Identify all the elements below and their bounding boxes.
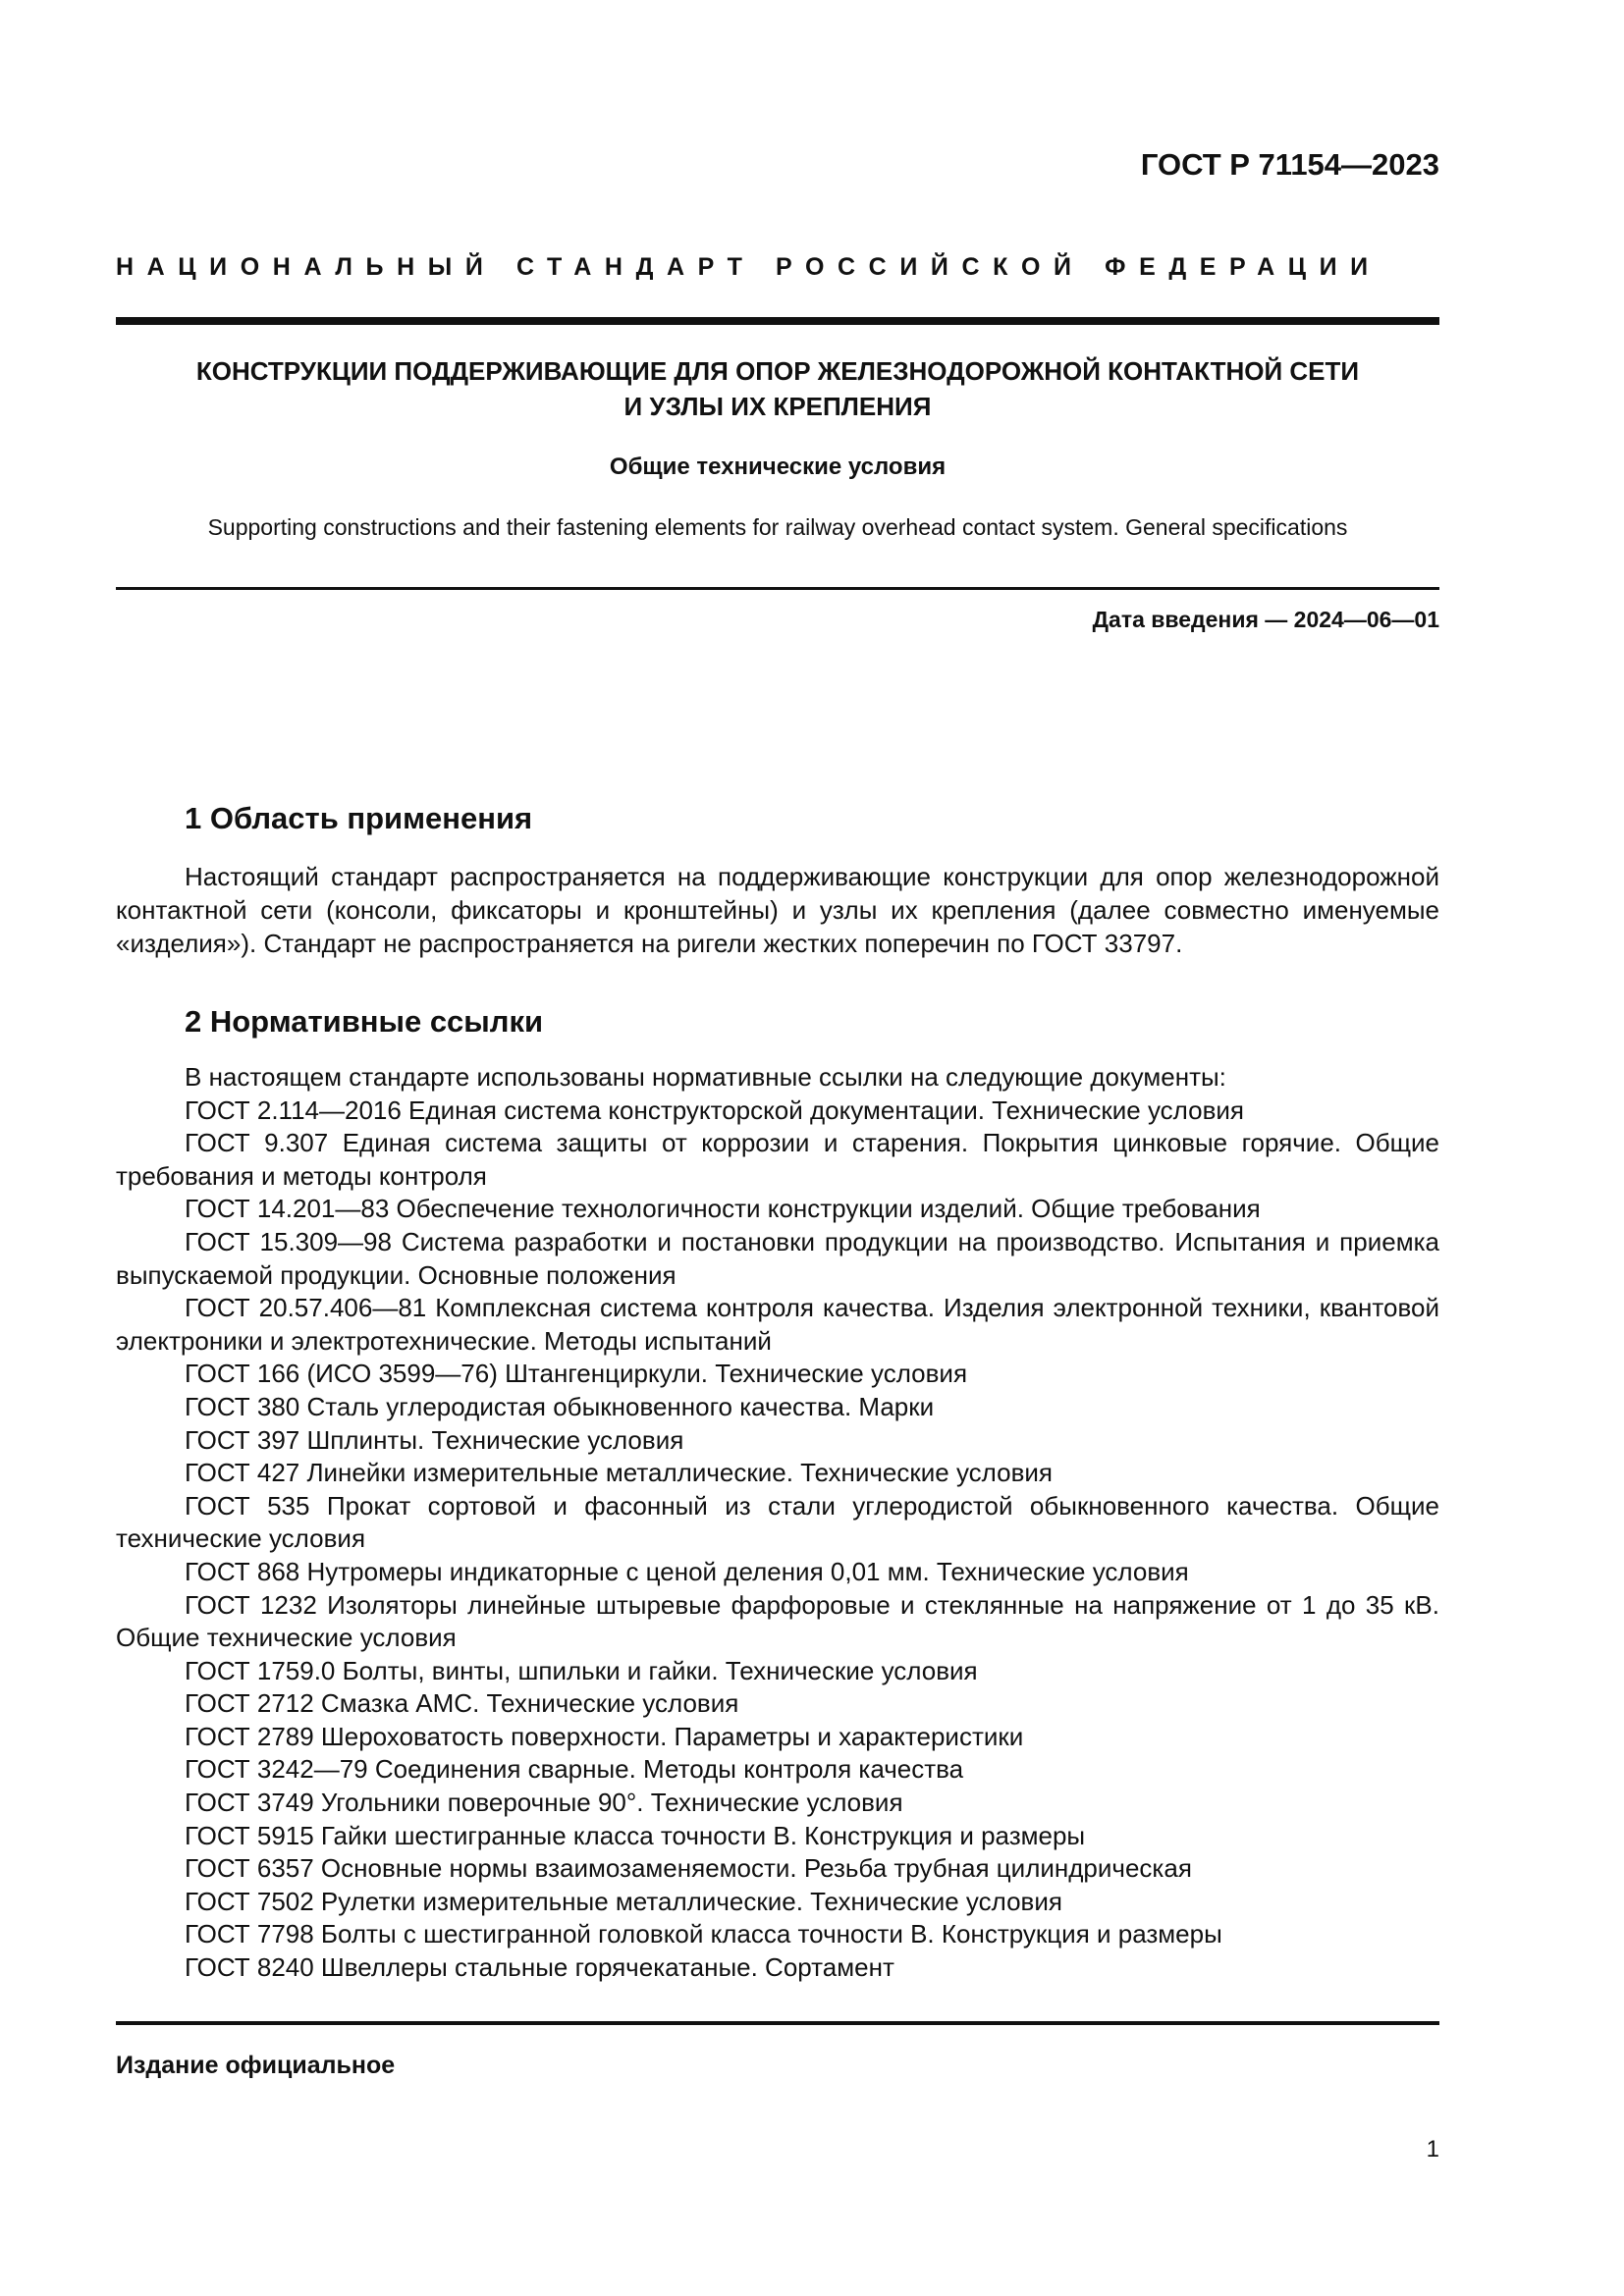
- reference-item: ГОСТ 2712 Смазка АМС. Технические условия: [185, 1688, 739, 1719]
- reference-item: ГОСТ 1232 Изоляторы линейные штыревые фарфоровые и стеклянные на напряжение от 1 до 35 кВ. Общие технические условия: [116, 1589, 1439, 1653]
- header-divider: [116, 317, 1439, 325]
- document-subtitle: Общие технические условия: [609, 454, 947, 480]
- reference-item: ГОСТ 7798 Болты с шестигранной головкой класса точности В. Конструкция и размеры: [185, 1919, 1222, 1949]
- reference-item: ГОСТ 3749 Угольники поверочные 90°. Технические условия: [185, 1788, 903, 1818]
- footer-divider: [116, 2021, 1439, 2025]
- reference-item: ГОСТ 166 (ИСО 3599—76) Штангенциркули. Технические условия: [185, 1359, 968, 1389]
- references-intro: В настоящем стандарте использованы нормативные ссылки на следующие документы:: [185, 1062, 1226, 1092]
- reference-item: ГОСТ 14.201—83 Обеспечение технологичности конструкции изделий. Общие требования: [185, 1194, 1261, 1224]
- english-title: Supporting constructions and their fastening elements for railway overhead contact system. General specifications: [207, 514, 1348, 540]
- section-1-text: Настоящий стандарт распространяется на поддерживающие конструкции для опор железнодорожной контактной сети (консоли, фиксаторы и кронштейны) и узлы их крепления (далее совместно именуемые «изделия»). Стандарт не распространяется на ригели жестких поперечин по ГОСТ 33797.: [116, 862, 1439, 958]
- national-standard-banner: НАЦИОНАЛЬНЫЙ СТАНДАРТ РОССИЙСКОЙ ФЕДЕРАЦИИ: [116, 253, 1381, 281]
- reference-item: ГОСТ 5915 Гайки шестигранные класса точности В. Конструкция и размеры: [185, 1820, 1086, 1850]
- reference-item: ГОСТ 535 Прокат сортовой и фасонный из стали углеродистой обыкновенного качества. Общие технические условия: [116, 1490, 1439, 1554]
- reference-item: ГОСТ 427 Линейки измерительные металлические. Технические условия: [185, 1458, 1053, 1488]
- document-title: [116, 353, 1439, 424]
- reference-item: ГОСТ 380 Сталь углеродистая обыкновенного качества. Марки: [185, 1391, 935, 1421]
- document-number: ГОСТ Р 71154—2023: [1140, 147, 1439, 182]
- reference-item: ГОСТ 2789 Шероховатость поверхности. Параметры и характеристики: [185, 1721, 1024, 1751]
- reference-item: ГОСТ 6357 Основные нормы взаимозаменяемости. Резьба трубная цилиндрическая: [185, 1853, 1192, 1884]
- normative-references-list: [116, 1061, 1439, 1985]
- reference-item: ГОСТ 8240 Швеллеры стальные горячекатаные. Сортамент: [185, 1952, 894, 1983]
- reference-item: ГОСТ 868 Нутромеры индикаторные с ценой деления 0,01 мм. Технические условия: [185, 1556, 1189, 1586]
- reference-item: ГОСТ 1759.0 Болты, винты, шпильки и гайки. Технические условия: [185, 1655, 978, 1685]
- section-1-heading: 1 Область применения: [185, 801, 533, 835]
- reference-item: ГОСТ 7502 Рулетки измерительные металлические. Технические условия: [185, 1886, 1062, 1916]
- reference-item: ГОСТ 9.307 Единая система защиты от коррозии и старения. Покрытия цинковые горячие. Общие требования и методы контроля: [116, 1128, 1439, 1191]
- reference-item: ГОСТ 20.57.406—81 Комплексная система контроля качества. Изделия электронной техники, квантовой электроники и электротехнические. Методы испытаний: [116, 1293, 1439, 1356]
- title-line-1: КОНСТРУКЦИИ ПОДДЕРЖИВАЮЩИЕ ДЛЯ ОПОР ЖЕЛЕЗНОДОРОЖНОЙ КОНТАКТНОЙ СЕТИ: [195, 356, 1360, 386]
- official-edition-label: Издание официальное: [116, 2052, 396, 2079]
- section-2-heading: 2 Нормативные ссылки: [185, 1004, 544, 1039]
- reference-item: ГОСТ 397 Шплинты. Технические условия: [185, 1424, 684, 1455]
- reference-item: ГОСТ 15.309—98 Система разработки и постановки продукции на производство. Испытания и приемка выпускаемой продукции. Основные положения: [116, 1226, 1439, 1290]
- reference-item: ГОСТ 3242—79 Соединения сварные. Методы контроля качества: [185, 1754, 964, 1785]
- title-divider: [116, 587, 1439, 590]
- title-line-2: И УЗЛЫ ИХ КРЕПЛЕНИЯ: [623, 392, 932, 421]
- page-number: 1: [1426, 2136, 1439, 2163]
- reference-item: ГОСТ 2.114—2016 Единая система конструкторской документации. Технические условия: [185, 1095, 1244, 1125]
- introduction-date: Дата введения — 2024—06—01: [1092, 607, 1439, 632]
